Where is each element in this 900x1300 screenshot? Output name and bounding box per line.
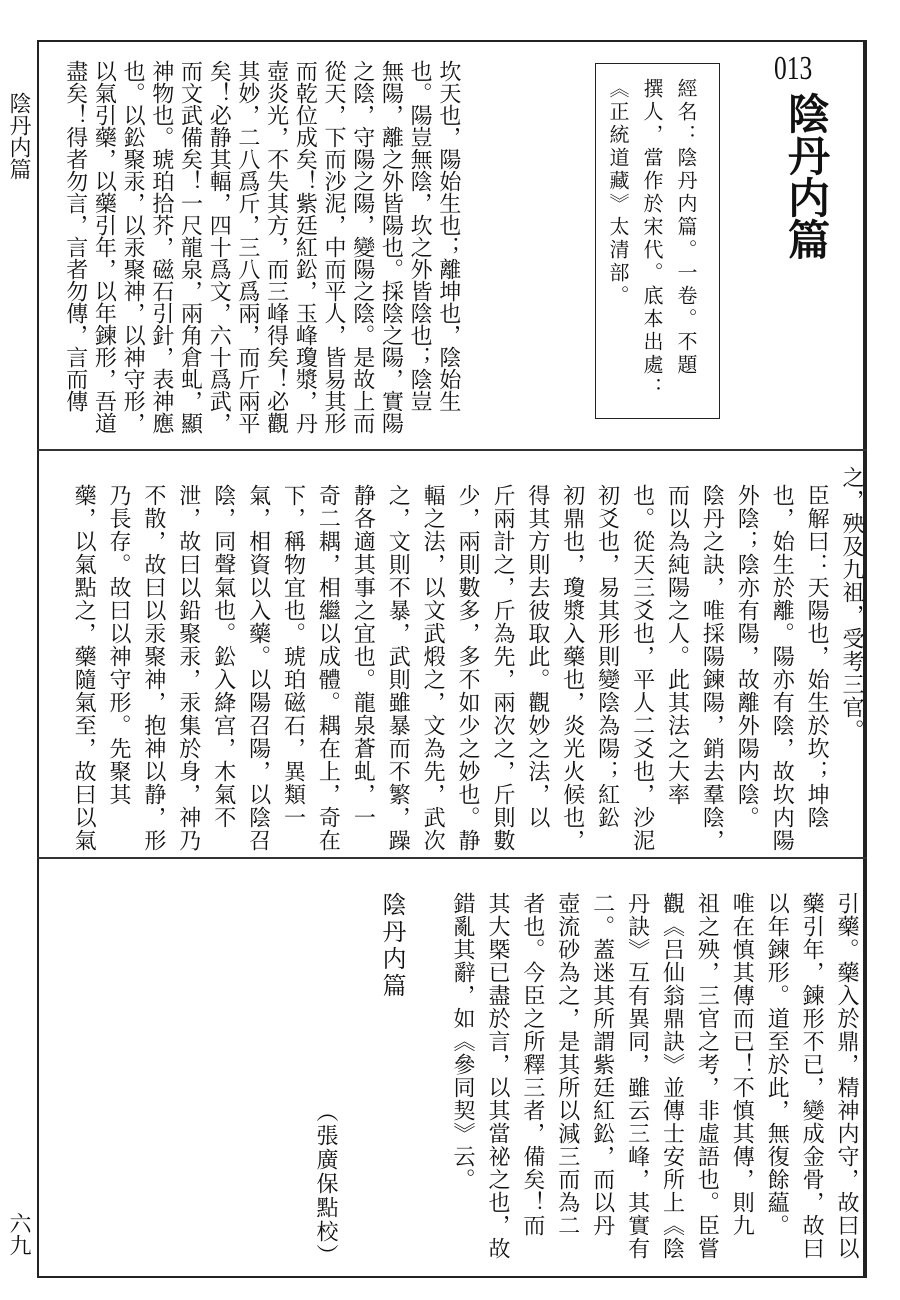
text-column: 之陰，守陽之陽，變陽之陰。是故上而 — [349, 60, 375, 434]
text-column: 藥，以氣點之，藥隨氣至，故曰以氣 — [71, 484, 97, 852]
text-column: 壺炎光，不失其方，而三峰得矣！必觀 — [263, 60, 289, 434]
text-column: 輻之法，以文武煅之，文為先，武次 — [420, 484, 446, 852]
text-column: 也，始生於離。陽亦有陰，故坎内陽 — [769, 484, 795, 852]
text-column: 者也。今臣之所釋三者，備矣！而 — [519, 892, 545, 1237]
page-number: 六九 — [6, 1212, 31, 1256]
text-column: 壺流砂為之，是其所以減三而為二 — [554, 892, 580, 1237]
text-column: 之，殃及九祖，受考三官。 — [839, 466, 864, 742]
text-number: 013 — [774, 50, 813, 87]
text-column: 乃長存。故曰以神守形。先聚其 — [105, 484, 131, 806]
text-column: 也。陽豈無陰，坎之外皆陰也；陰豈 — [407, 60, 433, 412]
text-column: 引藥。藥入於鼎，精神内守，故曰以 — [834, 892, 859, 1260]
text-column: 泄，故曰以鉛聚汞，汞集於身，神乃 — [175, 484, 201, 852]
bottom-text-block — [444, 892, 863, 1272]
section-divider — [37, 449, 867, 451]
text-column: 以年鍊形。道至於此，無復餘藴。 — [764, 892, 790, 1237]
text-column: 外陰；陰亦有陽，故離外陽内陰。 — [734, 484, 760, 829]
section-divider — [37, 857, 867, 859]
text-column: 錯亂其辭，如《參同契》云。 — [450, 892, 476, 1191]
text-column: 氣，相資以入藥。以陽召陽，以陰召 — [245, 484, 271, 852]
text-column: 而文武備矣！一尺龍泉，兩角倉虬，顯 — [177, 60, 203, 434]
text-column: 臣解曰：天陽也，始生於坎；坤陰 — [804, 484, 830, 829]
text-column: 奇二耦，相繼以成體。耦在上，奇在 — [315, 484, 341, 852]
text-column: 以氣引藥，以藥引年，以年鍊形，吾道 — [91, 60, 117, 434]
text-column: 不散，故曰以汞聚神，抱神以静，形 — [140, 484, 166, 852]
text-column: 斤兩計之，斤為先，兩次之，斤則數 — [489, 484, 515, 852]
text-column: 經名：陰丹内篇。一卷。不題 — [674, 78, 698, 377]
text-column: 初鼎也，瓊漿入藥也，炎光火候也， — [559, 484, 585, 852]
text-column: 之，文則不暴，武則雖暴而不繁，躁 — [385, 484, 411, 852]
text-column: 撰人，當作於宋代。底本出處： — [640, 78, 664, 400]
text-column: 祖之殃，三官之考，非虛語也。臣嘗 — [694, 892, 720, 1260]
text-column: 藥引年，鍊形不已，變成金骨，故曰 — [799, 892, 825, 1260]
text-column: 矣！必静其輻，四十爲文，六十爲武， — [206, 60, 232, 434]
running-title: 陰丹内篇 — [6, 92, 31, 180]
text-column: 盡矣！得者勿言，言者勿傳，言而傳 — [62, 60, 88, 412]
text-column: 少，兩則數多，多不如少之妙也。静 — [455, 484, 481, 852]
text-column: 其妙，二八爲斤，三八爲兩，而斤兩平 — [234, 60, 260, 434]
text-column: 神物也。琥珀拾芥，磁石引針，表神應 — [148, 60, 174, 434]
text-column: 觀《吕仙翁鼎訣》並傳士安所上《陰 — [659, 892, 685, 1260]
text-column: 二。蓋迷其所謂紫廷紅鈆，而以丹 — [589, 892, 615, 1237]
text-column: 也。從天三爻也，平人二爻也，沙泥 — [629, 484, 655, 852]
text-column: 而乾位成矣！紫廷紅鈆，玉峰瓊漿，丹 — [292, 60, 318, 434]
text-title: 陰丹内篇 — [782, 92, 831, 260]
text-column: 初爻也，易其形則變陰為陽；紅鈆 — [594, 484, 620, 829]
text-column: 其大槩已盡於言，以其當祕之也，故 — [484, 892, 510, 1260]
text-column: 静各適其事之宜也。龍泉蒼虬，一 — [350, 484, 376, 829]
top-text-block — [60, 60, 462, 440]
text-column: 坎天也，陽始生也；離坤也，陰始生 — [435, 60, 461, 412]
text-column: 也。以鈆聚汞，以汞聚神，以神守形， — [120, 60, 146, 434]
middle-text-block — [65, 466, 868, 854]
text-column: 唯在慎其傳而已！不慎其傳，則九 — [729, 892, 755, 1237]
text-column: 而以為純陽之人。此其法之大率 — [664, 484, 690, 806]
text-column: 無陽，離之外皆陽也。採陰之陽，實陽 — [378, 60, 404, 434]
text-column: 陰丹之訣，唯採陽鍊陽，銷去羣陰， — [699, 484, 725, 852]
editorial-note — [601, 78, 703, 400]
editor-credit: （張廣保點校） — [313, 1100, 338, 1268]
text-column: 從天，下而沙泥，中而平人，皆易其形 — [321, 60, 347, 434]
text-column: 下，稱物宜也。琥珀磁石，異類一 — [280, 484, 306, 829]
text-column: 丹訣》互有異同，雖云三峰，其實有 — [624, 892, 650, 1260]
text-column: 《正統道藏》太清部。 — [606, 78, 630, 308]
text-column: 得其方則去彼取此。觀妙之法，以 — [524, 484, 550, 829]
text-column: 陰，同聲氣也。鈆入絳宫，木氣不 — [210, 484, 236, 829]
editorial-note-box — [595, 63, 720, 419]
end-title: 陰丹内篇 — [378, 892, 406, 1000]
